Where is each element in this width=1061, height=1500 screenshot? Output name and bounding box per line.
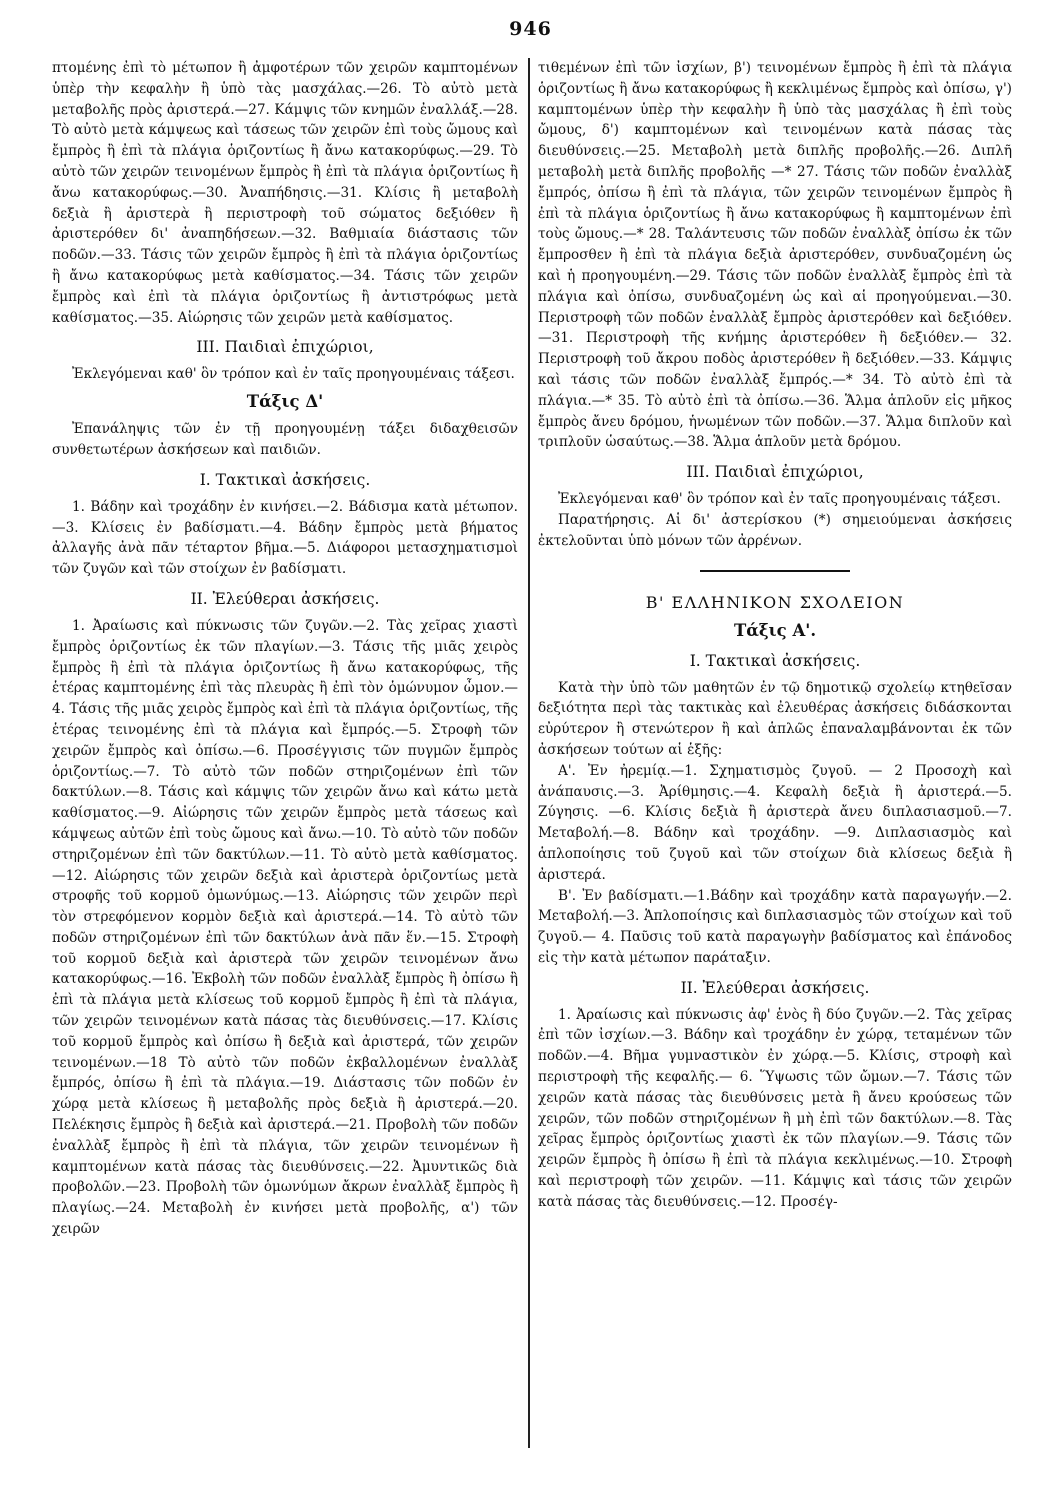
paragraph: Ἐκλεγόμεναι καθ' ὃν τρόπον καὶ ἐν ταῖς προηγουμέναις τάξεσι. — [72, 366, 515, 383]
paragraph: Ἐκλεγόμεναι καθ' ὃν τρόπον καὶ ἐν ταῖς προηγουμέναις τάξεσι. — [558, 491, 1001, 508]
paragraph: πτομένης ἐπὶ τὸ μέτωπον ἢ ἀμφοτέρων τῶν χειρῶν καμπτομένων ὑπὲρ τὴν κεφαλὴν ἢ ὑπὸ τὰς μασχάλας.—26. Τὸ αὐτὸ μετὰ μεταβολῆς πρὸς ἀριστερά.—27. Κάμψις τῶν κνημῶν ἐναλλάξ.—28. Τὸ αὐτὸ μετὰ κάμψεως καὶ τάσεως τῶν χειρῶν ἐπὶ τοὺς ὤμους καὶ ἔμπρὸς ἢ ἐπὶ τὰ πλάγια ὁριζοντίως ἢ ἄνω κατακορύφως.—29. Τὸ αὐτὸ τῶν χειρῶν τεινομένων ἔμπρὸς ἢ ἐπὶ τὰ πλάγια ὁριζοντίως ἢ ἄνω κατακορύφως.—30. Ἀναπήδησις.—31. Κλίσις ἢ μεταβολὴ δεξιὰ ἢ ἀριστερὰ ἢ περιστροφὴ τοῦ σώματος δεξιόθεν ἢ ἀριστερόθεν δι' ἀναπηδήσεων.—32. Βαθμιαία διάστασις τῶν ποδῶν.—33. Τάσις τῶν χειρῶν ἔμπρὸς ἢ ἐπὶ τὰ πλάγια ὁριζοντίως ἢ ἄνω κατακορύφως μετὰ καθίσματος.—34. Τάσις τῶν χειρῶν ἔμπρὸς καὶ ἐπὶ τὰ πλάγια ὁριζοντίως ἢ ἀντιστρόφως μετὰ καθίσματος.—35. Αἰώρησις τῶν χειρῶν μετὰ καθίσματος. — [52, 60, 518, 326]
section-heading: III. Παιδιαὶ ἐπιχώριοι, — [686, 463, 864, 482]
paragraph: Β'. Ἐν βαδίσματι.—1.Βάδην καὶ τροχάδην κατὰ παραγωγήν.—2. Μεταβολή.—3. Ἁπλοποίησις καὶ διπλασιασμὸς τῶν στοίχων καὶ τοῦ ζυγοῦ.— 4. Παῦσις τοῦ κατὰ παραγωγὴν βαδίσματος καὶ ἐπάνοδος εἰς τὴν κατὰ μέτωπον παράταξιν. — [538, 887, 1012, 966]
note-paragraph: Παρατήρησις. Αἱ δι' ἀστερίσκου (*) σημειούμεναι ἀσκήσεις ἐκτελοῦνται ὑπὸ μόνων τῶν ἀρρένων. — [538, 511, 1012, 549]
page-number: 946 — [509, 18, 552, 40]
paragraph: Α'. Ἐν ἠρεμίᾳ.—1. Σχηματισμὸς ζυγοῦ. — 2 Προσοχὴ καὶ ἀνάπαυσις.—3. Ἀρίθμησις.—4. Κεφαλὴ δεξιὰ ἢ ἀριστερά.—5. Ζύγησις. —6. Κλίσις δεξιὰ ἢ ἀριστερὰ ἄνευ διπλασιασμοῦ.—7. Μεταβολή.—8. Βάδην καὶ τροχάδην. —9. Διπλασιασμὸς καὶ ἁπλοποίησις τοῦ ζυγοῦ καὶ τῶν στοίχων διὰ κλίσεως δεξιὰ ἢ ἀριστερά. — [538, 762, 1012, 883]
class-heading: Τάξις Α'. — [733, 620, 817, 640]
paragraph: 1. Ἀραίωσις καὶ πύκνωσις τῶν ζυγῶν.—2. Τὰς χεῖρας χιαστὶ ἔμπρὸς ὁριζοντίως ἐκ τῶν πλαγίων.—3. Τάσις τῆς μιᾶς χειρὸς ἔμπρὸς ἢ ἐπὶ τὰ πλάγια ὁριζοντίως ἢ ἄνω κατακορύφως, τῆς ἑτέρας καμπτομένης ἐπὶ τὰς πλευρὰς ἢ ἐπὶ τὸν ὁμώνυμον ὦμον.—4. Τάσις τῆς μιᾶς χειρὸς ἔμπρὸς καὶ ἐπὶ τὰ πλάγια ὁριζοντίως, τῆς ἑτέρας τεινομένης ἐπὶ τὰ πλάγια καὶ ἔμπρός.—5. Στροφὴ τῶν χειρῶν ἔμπρὸς καὶ ὀπίσω.—6. Προσέγγισις τῶν πυγμῶν ἔμπρὸς ὁριζοντίως.—7. Τὸ αὐτὸ τῶν ποδῶν στηριζομένων ἐπὶ τῶν δακτύλων.—8. Τάσις καὶ κάμψις τῶν χειρῶν ἄνω καὶ κάτω μετὰ καθίσματος.—9. Αἰώρησις τῶν χειρῶν ἔμπρὸς μετὰ τάσεως καὶ κάμψεως αὐτῶν ἐπὶ τοὺς ὤμους καὶ ἄνω.—10. Τὸ αὐτὸ τῶν ποδῶν στηριζομένων ἐπὶ τῶν δακτύλων.—11. Τὸ αὐτὸ μετὰ καθίσματος.—12. Αἰώρησις τῶν χειρῶν δεξιὰ καὶ ἀριστερὰ ὁριζοντίως μετὰ στροφῆς τοῦ κορμοῦ ὁμωνύμως.—13. Αἰώρησις τῶν χειρῶν περὶ τὸν στρεφόμενον κορμὸν δεξιὰ καὶ ἀριστερά.—14. Τὸ αὐτὸ τῶν ποδῶν στηριζομένων ἐπὶ τῶν δακτύλων ἀνὰ πᾶν ἕν.—15. Στροφὴ τοῦ κορμοῦ δεξιὰ καὶ ἀριστερὰ τῶν χειρῶν τεινομένων ἄνω κατακορύφως.—16. Ἐκβολὴ τῶν ποδῶν ἐναλλὰξ ἔμπρὸς ἢ ὀπίσω ἢ ἐπὶ τὰ πλάγια μετὰ κλίσεως τοῦ κορμοῦ ἔμπρὸς ἢ ἐπὶ τὰ πλάγια, τῶν χειρῶν τεινομένων κατὰ πάσας τὰς διευθύνσεις.—17. Κλίσις τοῦ κορμοῦ ἔμπρὸς καὶ ὀπίσω ἢ δεξιὰ καὶ ἀριστερά, τῶν χειρῶν τεινομένων.—18 Τὸ αὐτὸ τῶν ποδῶν ἐκβαλλομένων ἐναλλὰξ ἔμπρός, ὀπίσω ἢ ἐπὶ τὰ πλάγια.—19. Διάστασις τῶν ποδῶν ἐν χώρᾳ μετὰ κλίσεως ἢ μεταβολῆς πρὸς δεξιὰ ἢ ἀριστερά.—20. Πελέκησις ἔμπρὸς ἢ δεξιὰ καὶ ἀριστερά.—21. Προβολὴ τῶν ποδῶν ἐναλλὰξ ἔμπρὸς ἢ ἐπὶ τὰ πλάγια, τῶν χειρῶν τεινομένων ἢ καμπτομένων κατὰ πάσας τὰς διευθύνσεις.—22. Ἀμυντικῶς διὰ προβολῶν.—23. Προβολὴ τῶν ὁμωνύμων ἄκρων ἐναλλὰξ ἔμπρὸς ἢ πλαγίως.—24. Μεταβολὴ ἐν κινήσει μετὰ προβολῆς, α') τῶν χειρῶν — [52, 617, 518, 1238]
section-heading: I. Τακτικαὶ ἀσκήσεις. — [689, 651, 861, 670]
school-heading: Β' ΕΛΛΗΝΙΚΟΝ ΣΧΟΛΕΙΟΝ — [645, 592, 905, 612]
paragraph: Κατὰ τὴν ὑπὸ τῶν μαθητῶν ἐν τῷ δημοτικῷ σχολείῳ κτηθεῖσαν δεξιότητα περὶ τὰς τακτικὰς καὶ ἐλευθέρας ἀσκήσεις διδάσκονται εὐρύτερον ἢ στενώτερον ἢ καὶ ἁπλῶς ἐπαναλαμβάνονται ἐκ τῶν ἀσκήσεων τούτων αἱ ἑξῆς: — [538, 679, 1012, 758]
paragraph: τιθεμένων ἐπὶ τῶν ἰσχίων, β') τεινομένων ἔμπρὸς ἢ ἐπὶ τὰ πλάγια ὁριζοντίως ἢ ἄνω κατακορύφως ἢ κεκλιμένως ἔμπρὸς καὶ ὀπίσω, γ') καμπτομένων ὑπὲρ τὴν κεφαλὴν ἢ ὑπὸ τὰς μασχάλας ἢ ἐπὶ τοὺς ὤμους, δ') καμπτομένων καὶ τεινομένων κατὰ πάσας τὰς διευθύνσεις.—25. Μεταβολὴ μετὰ διπλῆς προβολῆς.—26. Διπλῆ μεταβολὴ μετὰ διπλῆς προβολῆς —* 27. Τάσις τῶν ποδῶν ἐναλλὰξ ἔμπρός, ὀπίσω ἢ ἐπὶ τὰ πλάγια, τῶν χειρῶν τεινομένων ἔμπρὸς ἢ ἐπὶ τὰ πλάγια ὁριζοντίως ἢ ἄνω κατακορύφως ἢ καμπτομένων ἐπὶ τοὺς ὤμους.—* 28. Ταλάντευσις τῶν ποδῶν ἐναλλὰξ ὀπίσω ἐκ τῶν ἔμπροσθεν ἢ ἐπὶ τὰ πλάγια δεξιὰ ἀριστερόθεν, συνδυαζομένη ὡς καὶ ἡ προηγουμένη.—29. Τάσις τῶν ποδῶν ἐναλλὰξ ἔμπρὸς ἐπὶ τὰ πλάγια καὶ ὀπίσω, συνδυαζομένη ὡς καὶ αἱ προηγούμεναι.—30. Περιστροφὴ τῶν ποδῶν ἐναλλὰξ ἔμπρὸς ἀριστερόθεν καὶ δεξιόθεν.—31. Περιστροφὴ τῆς κνήμης ἀριστερόθεν ἢ δεξιόθεν.— 32. Περιστροφὴ τοῦ ἄκρου ποδὸς ἀριστερόθεν ἢ δεξιόθεν.—33. Κάμψις καὶ τάσις τῶν ποδῶν ἐναλλὰξ ἔμπρός.—* 34. Τὸ αὐτὸ ἐπὶ τὰ πλάγια.—* 35. Τὸ αὐτὸ ἐπὶ τὰ ὀπίσω.—36. Ἅλμα ἁπλοῦν εἰς μῆκος ἔμπρὸς ἄνευ δρόμου, ἡνωμένων τῶν ποδῶν.—37. Ἅλμα διπλοῦν καὶ τριπλοῦν ὡσαύτως.—38. Ἅλμα ἁπλοῦν μετὰ δρόμου. — [538, 60, 1012, 451]
paragraph: Ἐπανάληψις τῶν ἐν τῇ προηγουμένῃ τάξει διδαχθεισῶν συνθετωτέρων ἀσκήσεων καὶ παιδιῶν. — [52, 421, 518, 458]
right-column — [538, 58, 1012, 1213]
section-heading: II. Ἐλεύθεραι ἀσκήσεις. — [190, 589, 380, 608]
section-heading: II. Ἐλεύθεραι ἀσκήσεις. — [680, 978, 870, 997]
section-heading: III. Παιδιαὶ ἐπιχώριοι, — [196, 338, 374, 357]
class-heading: Τάξις Δ' — [246, 392, 324, 412]
column-divider — [528, 58, 530, 1448]
section-rule — [700, 570, 850, 572]
paragraph: 1. Ἀραίωσις καὶ πύκνωσις ἀφ' ἑνὸς ἢ δύο ζυγῶν.—2. Τὰς χεῖρας ἐπὶ τῶν ἰσχίων.—3. Βάδην καὶ τροχάδην ἐν χώρᾳ, τεταμένων τῶν ποδῶν.—4. Βῆμα γυμναστικὸν ἐν χώρᾳ.—5. Κλίσις, στροφὴ καὶ περιστροφὴ τῆς κεφαλῆς.— 6. Ὕψωσις τῶν ὤμων.—7. Τάσις τῶν χειρῶν κατὰ πάσας τὰς διευθύνσεις μετὰ ἢ ἄνευ κρούσεως τῶν χειρῶν, τῶν ποδῶν στηριζομένων ἢ μὴ ἐπὶ τῶν δακτύλων.—8. Τὰς χεῖρας ἔμπρὸς ὁριζοντίως χιαστὶ ἐκ τῶν πλαγίων.—9. Τάσις τῶν χειρῶν ἔμπρὸς ἢ ὀπίσω ἢ ἐπὶ τὰ πλάγια κεκλιμένως.—10. Στροφὴ καὶ περιστροφὴ τῶν χειρῶν. —11. Κάμψις καὶ τάσις τῶν χειρῶν κατὰ πάσας τὰς διευθύνσεις.—12. Προσέγ- — [538, 1006, 1012, 1210]
section-heading: I. Τακτικαὶ ἀσκήσεις. — [199, 470, 371, 489]
left-column — [52, 58, 518, 1240]
paragraph: 1. Βάδην καὶ τροχάδην ἐν κινήσει.—2. Βάδισμα κατὰ μέτωπον.—3. Κλίσεις ἐν βαδίσματι.—4. Βάδην ἔμπρὸς μετὰ βήματος ἀλλαγῆς ἀνὰ πᾶν τέταρτον βῆμα.—5. Διάφοροι μετασχηματισμοὶ τῶν ζυγῶν καὶ τῶν στοίχων ἐν βαδίσματι. — [52, 498, 518, 578]
